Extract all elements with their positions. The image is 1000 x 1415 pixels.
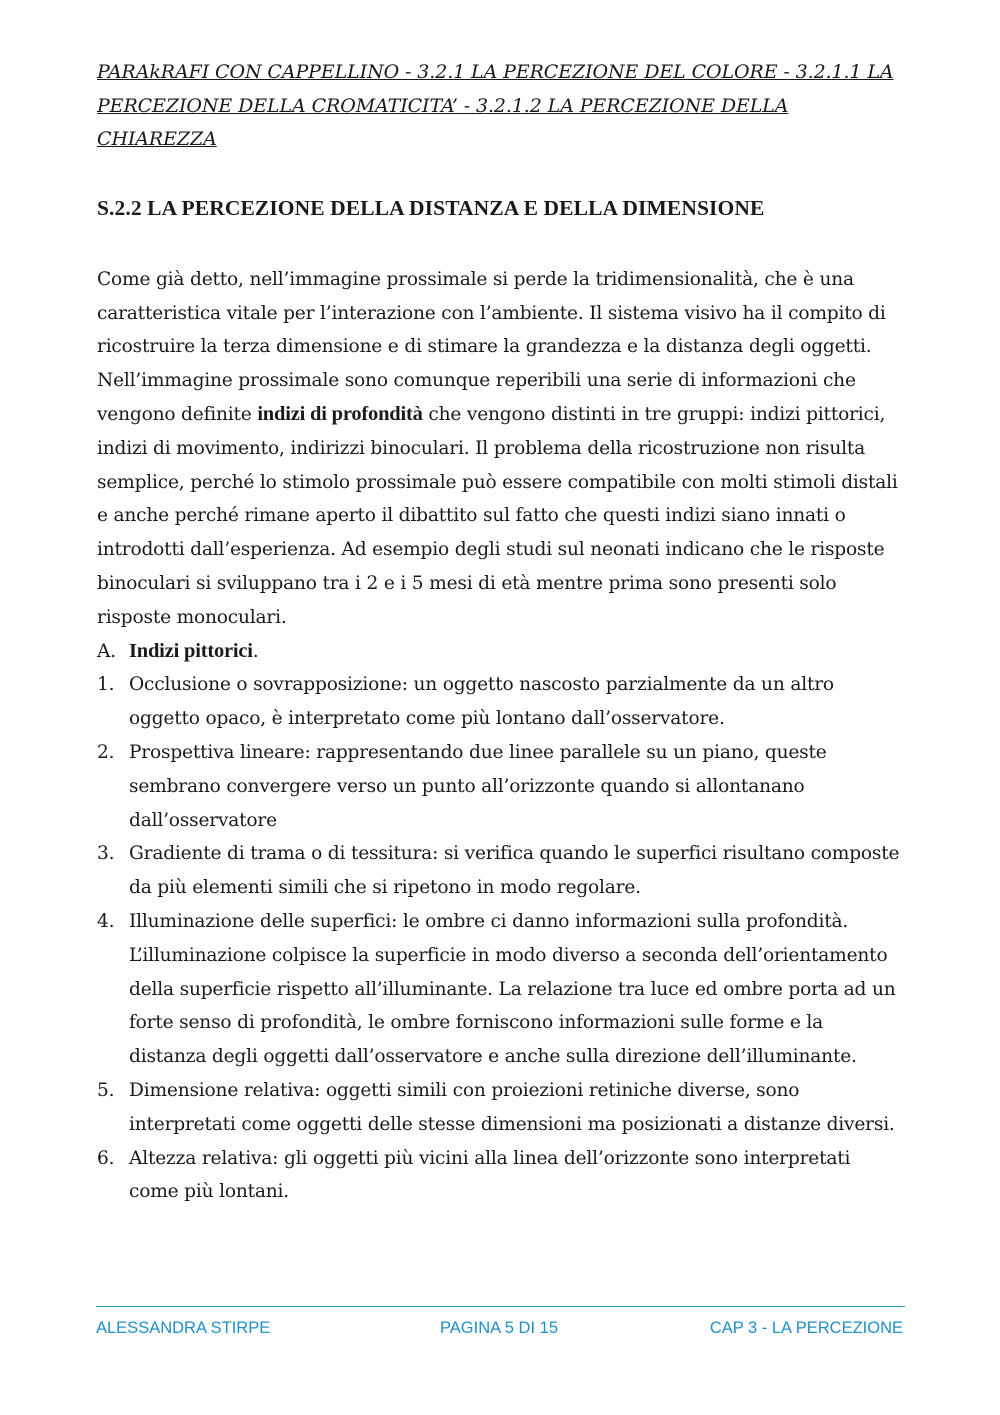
section-title: S.2.2 LA PERCEZIONE DELLA DISTANZA E DELLA DIMENSIONE: [97, 195, 765, 220]
subsection-suffix: .: [252, 640, 259, 662]
list-item-text: Occlusione o sovrapposizione: un oggetto nascosto parzialmente da un altro oggetto opaco, è interpretato come più lontano dall’osservatore.: [129, 674, 834, 730]
list-item: [97, 1142, 905, 1210]
list-item: [97, 905, 905, 1074]
intro-text-start: Come già detto, nell’immagine prossimale si perde la tridimensionalità, che è una caratteristica vitale per l’interazione con l’ambiente. Il sistema visivo ha il compito di ricostruire la terza dimensione e di stimare la grandezza e la distanza degli oggetti. Nell’immagine prossimale sono comunque reperibili una serie di informazioni che vengono definite: [97, 268, 886, 425]
subsection-heading: [97, 635, 905, 669]
list-item: [97, 668, 905, 736]
intro-text-end: che vengono distinti in tre gruppi: indizi pittorici, indizi di movimento, indirizzi binoculari. Il problema della ricostruzione non risulta semplice, perché lo stimolo prossimale può essere compatibile con molti stimoli distali e anche perché rimane aperto il dibattito sul fatto che questi indizi siano innati o introdotti dall’esperienza. Ad esempio degli studi sul neonati indicano che le risposte binoculari si sviluppano tra i 2 e i 5 mesi di età mentre prima sono presenti solo risposte monoculari.: [97, 403, 898, 628]
list-item: [97, 837, 905, 905]
footer-chapter: CAP 3 - LA PERCEZIONE: [709, 1319, 903, 1337]
list-item-marker: 5.: [97, 1079, 115, 1101]
list-item-marker: 1.: [97, 674, 115, 696]
list-item-marker: 6.: [97, 1147, 115, 1169]
page-footer: [96, 1306, 905, 1349]
footer-page-number: PAGINA 5 DI 15: [440, 1319, 558, 1337]
list-item-marker: 4.: [97, 910, 115, 932]
cues-list: [97, 635, 905, 1210]
list-item-text: Illuminazione delle superfici: le ombre ci danno informazioni sulla profondità. L’illuminazione colpisce la superficie in modo diverso a seconda dell’orientamento della superficie rispetto all’illuminante. La relazione tra luce ed ombre porta ad un forte senso di profondità, le ombre forniscono informazioni sulle forme e la distanza degli oggetti dall’osservatore e anche sulla direzione dell’illuminante.: [129, 910, 896, 1068]
footer-author: ALESSANDRA STIRPE: [96, 1319, 271, 1337]
list-item: [97, 1074, 905, 1142]
list-item-text: Prospettiva lineare: rappresentando due linee parallele su un piano, queste sembrano convergere verso un punto all’orizzonte quando si allontanano dall’osservatore: [129, 741, 827, 831]
document-page: [97, 56, 905, 1209]
intro-paragraph: [97, 263, 905, 635]
subsection-label: Indizi pittorici: [129, 639, 253, 662]
intro-bold-term: indizi di profondità: [257, 402, 423, 425]
list-item-text: Altezza relativa: gli oggetti più vicini alla linea dell’orizzonte sono interpretati come più lontani.: [129, 1147, 851, 1203]
header-link[interactable]: PARAkRAFI CON CAPPELLINO - 3.2.1 LA PERCEZIONE DEL COLORE - 3.2.1.1 LA PERCEZIONE DELLA CROMATICITA’ - 3.2.1.2 LA PERCEZIONE DELLA CHIAREZZA: [97, 61, 894, 151]
subsection-marker: A.: [97, 640, 116, 662]
list-item-text: Gradiente di trama o di tessitura: si verifica quando le superfici risultano composte da più elementi simili che si ripetono in modo regolare.: [129, 843, 900, 899]
list-item-text: Dimensione relativa: oggetti simili con proiezioni retiniche diverse, sono interpretati come oggetti delle stesse dimensioni ma posizionati a distanze diversi.: [129, 1079, 895, 1135]
list-item-marker: 2.: [97, 741, 115, 763]
footer-row: [96, 1319, 905, 1349]
list-item: [97, 736, 905, 837]
list-item-marker: 3.: [97, 843, 115, 865]
